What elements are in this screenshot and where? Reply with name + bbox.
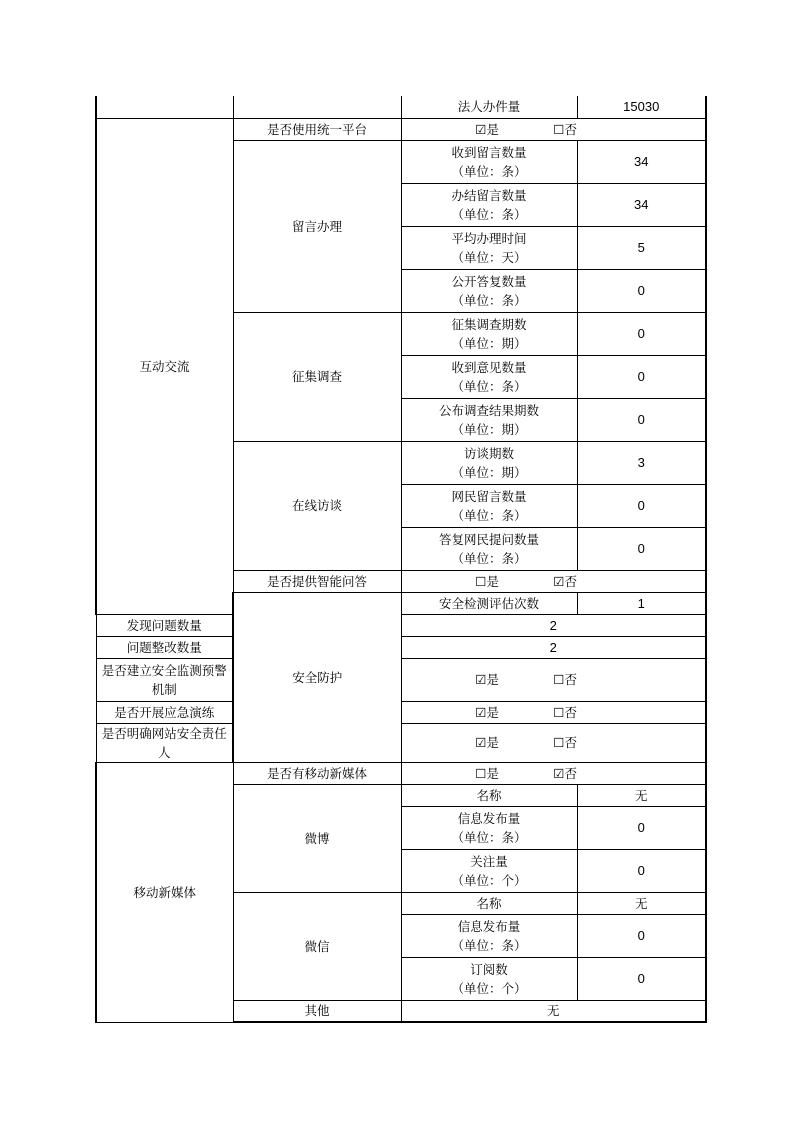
- statistics-table: [95, 96, 707, 1023]
- metric-label: 收到留言数量 （单位：条）: [401, 140, 577, 183]
- metric-label: 问题整改数量: [96, 636, 233, 658]
- platform-label: 是否使用统一平台: [233, 118, 401, 140]
- name-value: 无: [577, 784, 706, 806]
- qa-label: 是否提供智能问答: [233, 570, 401, 592]
- liuyan-title: 留言办理: [233, 140, 401, 312]
- faren-value: 15030: [577, 96, 706, 118]
- metric-label: 订阅数 （单位：个）: [401, 957, 577, 1000]
- metric-label: 网民留言数量 （单位：条）: [401, 484, 577, 527]
- weibo-title: 微博: [233, 784, 401, 892]
- metric-value: 0: [577, 914, 706, 957]
- metric-label: 收到意见数量 （单位：条）: [401, 355, 577, 398]
- owner-label: 是否明确网站安全责任人: [96, 723, 233, 762]
- monitor-options: [401, 658, 706, 701]
- other-value: 无: [401, 1000, 706, 1022]
- checkbox-yes: ☑是: [475, 672, 499, 687]
- checkbox-no: ☐否: [553, 704, 577, 720]
- metric-value: 0: [577, 527, 706, 570]
- checkbox-yes: ☑是: [475, 735, 499, 750]
- metric-value: 2: [401, 636, 706, 658]
- metric-value: 0: [577, 269, 706, 312]
- faren-label: 法人办件量: [401, 96, 577, 118]
- metric-value: 0: [577, 312, 706, 355]
- fangtan-title: 在线访谈: [233, 441, 401, 570]
- metric-label: 关注量 （单位：个）: [401, 849, 577, 892]
- owner-options: [401, 723, 706, 762]
- metric-value: 34: [577, 140, 706, 183]
- metric-label: 办结留言数量 （单位：条）: [401, 183, 577, 226]
- checkbox-no: ☐否: [553, 121, 577, 137]
- section-anquan-title: 安全防护: [233, 592, 401, 762]
- metric-value: 0: [577, 849, 706, 892]
- name-value: 无: [577, 892, 706, 914]
- metric-value: 2: [401, 614, 706, 636]
- metric-value: 0: [577, 355, 706, 398]
- section-yidong-title: 移动新媒体: [96, 762, 233, 1022]
- metric-value: 1: [577, 592, 706, 614]
- other-label: 其他: [233, 1000, 401, 1022]
- metric-label: 平均办理时间 （单位：天）: [401, 226, 577, 269]
- checkbox-yes: ☑是: [475, 704, 499, 720]
- metric-value: 0: [577, 806, 706, 849]
- monitor-label: 是否建立安全监测预警机制: [96, 658, 233, 701]
- has-media-options: [401, 762, 706, 784]
- blank-cell: [233, 96, 401, 118]
- metric-label: 发现问题数量: [96, 614, 233, 636]
- qa-options: [401, 570, 706, 592]
- checkbox-yes: ☑是: [475, 121, 499, 137]
- drill-options: [401, 701, 706, 723]
- metric-value: 5: [577, 226, 706, 269]
- zhengji-title: 征集调查: [233, 312, 401, 441]
- metric-label: 公布调查结果期数 （单位：期）: [401, 398, 577, 441]
- checkbox-yes: ☐是: [475, 765, 499, 781]
- metric-value: 3: [577, 441, 706, 484]
- checkbox-no: ☐否: [553, 672, 577, 687]
- name-label: 名称: [401, 784, 577, 806]
- checkbox-no: ☑否: [553, 573, 577, 589]
- metric-value: 34: [577, 183, 706, 226]
- blank-cell: [96, 96, 233, 118]
- platform-options: [401, 118, 706, 140]
- metric-label: 答复网民提问数量 （单位：条）: [401, 527, 577, 570]
- weixin-title: 微信: [233, 892, 401, 1000]
- checkbox-yes: ☐是: [475, 573, 499, 589]
- metric-value: 0: [577, 484, 706, 527]
- name-label: 名称: [401, 892, 577, 914]
- drill-label: 是否开展应急演练: [96, 701, 233, 723]
- metric-label: 访谈期数 （单位：期）: [401, 441, 577, 484]
- metric-value: 0: [577, 957, 706, 1000]
- metric-label: 征集调查期数 （单位：期）: [401, 312, 577, 355]
- metric-value: 0: [577, 398, 706, 441]
- metric-label: 信息发布量 （单位：条）: [401, 806, 577, 849]
- has-media-label: 是否有移动新媒体: [233, 762, 401, 784]
- metric-label: 安全检测评估次数: [401, 592, 577, 614]
- metric-label: 信息发布量 （单位：条）: [401, 914, 577, 957]
- checkbox-no: ☐否: [553, 735, 577, 750]
- section-hudong-title: 互动交流: [96, 118, 233, 614]
- checkbox-no: ☑否: [553, 765, 577, 781]
- metric-label: 公开答复数量 （单位：条）: [401, 269, 577, 312]
